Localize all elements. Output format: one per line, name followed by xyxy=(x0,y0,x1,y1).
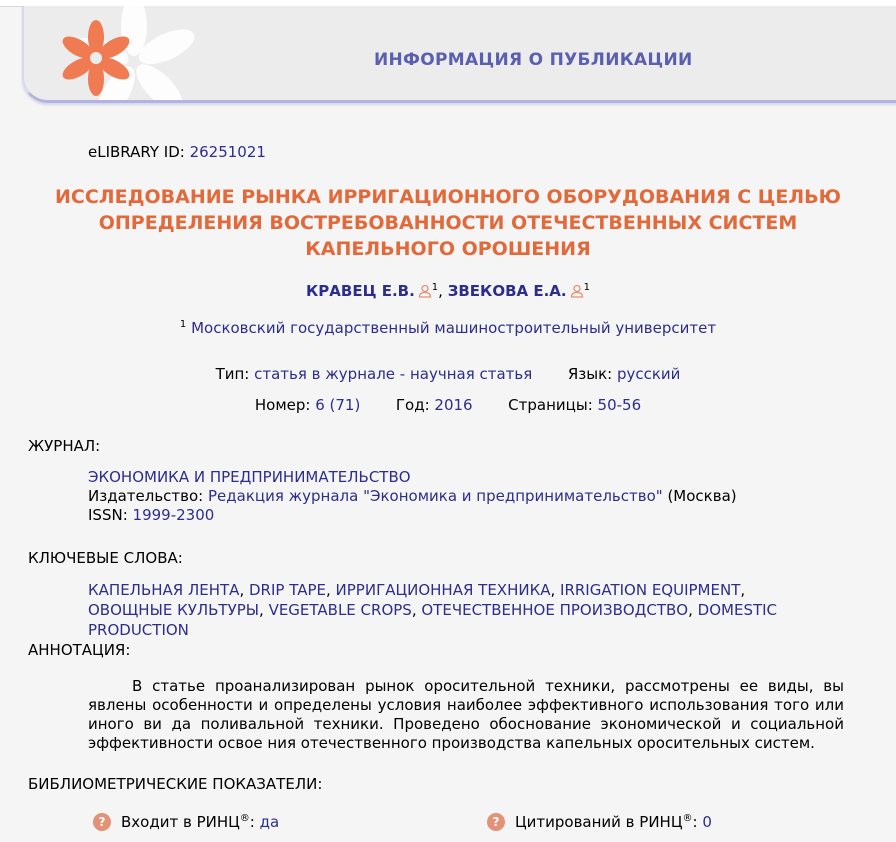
year-value[interactable]: 2016 xyxy=(434,396,473,414)
rinc-row: ? Входит в РИНЦ®: да xyxy=(93,813,279,831)
keyword-link[interactable]: IRRIGATION EQUIPMENT xyxy=(560,581,741,599)
language-value: русский xyxy=(616,365,681,383)
authors-line xyxy=(0,282,896,302)
keyword-link[interactable]: ОТЕЧЕСТВЕННОЕ ПРОИЗВОДСТВО xyxy=(421,601,689,619)
keyword-link[interactable]: ИРРИГАЦИОННАЯ ТЕХНИКА xyxy=(335,581,551,599)
article-title xyxy=(40,184,856,262)
page-header xyxy=(22,6,896,103)
article-title-line: КАПЕЛЬНОГО ОРОШЕНИЯ xyxy=(305,238,591,260)
help-icon[interactable]: ? xyxy=(487,813,505,831)
author-link[interactable]: КРАВЕЦ Е.В. xyxy=(306,282,415,300)
keyword-link[interactable]: DOMESTIC PRODUCTION xyxy=(88,601,778,639)
annotation-text: В статье проанализирован рынок оросительной техники, рассмотрены ее виды, вы явлены особенности и определены условия наиболее эффективного использования того или иного ви да поливальной техники. Проведено обоснование экономической и социальной эффективности освое ния отечественного производства капельных оросительных систем. xyxy=(88,677,844,752)
issn-label: ISSN: xyxy=(88,506,128,524)
author-profile-icon[interactable] xyxy=(570,284,584,302)
rinc-label: Входит в РИНЦ xyxy=(121,813,240,831)
keyword-link[interactable]: VEGETABLE CROPS xyxy=(268,601,412,619)
author-profile-icon[interactable] xyxy=(418,284,432,302)
elibrary-id-value[interactable]: 26251021 xyxy=(189,143,266,161)
author-link[interactable]: ЗВЕКОВА Е.А. xyxy=(447,282,567,300)
issue-year-pages-row xyxy=(0,396,896,414)
language-label: Язык: xyxy=(567,365,613,383)
journal-heading: ЖУРНАЛ: xyxy=(28,437,101,455)
affiliation-number: 1 xyxy=(179,319,187,330)
citations-row: ? Цитирований в РИНЦ®: 0 xyxy=(487,813,712,831)
elibrary-id-label: eLIBRARY ID: xyxy=(88,143,185,161)
type-label: Тип: xyxy=(215,365,250,383)
keywords-heading: КЛЮЧЕВЫЕ СЛОВА: xyxy=(28,549,183,567)
journal-link[interactable]: ЭКОНОМИКА И ПРЕДПРИНИМАТЕЛЬСТВО xyxy=(88,468,411,486)
issue-value[interactable]: 6 (71) xyxy=(315,396,361,414)
publisher-label: Издательство: xyxy=(88,487,204,505)
elibrary-id-row xyxy=(88,143,266,161)
author-affiliation-ref: 1 xyxy=(583,282,590,293)
annotation-heading: АННОТАЦИЯ: xyxy=(28,641,131,659)
bibliometrics-heading: БИБЛИОМЕТРИЧЕСКИЕ ПОКАЗАТЕЛИ: xyxy=(28,775,323,793)
flower-logo-icon xyxy=(24,6,284,103)
registered-mark: ® xyxy=(239,813,250,824)
journal-block xyxy=(88,468,737,525)
keyword-link[interactable]: ОВОЩНЫЕ КУЛЬТУРЫ xyxy=(88,601,260,619)
keyword-link[interactable]: КАПЕЛЬНАЯ ЛЕНТА xyxy=(88,581,240,599)
publisher-link[interactable]: Редакция журнала "Экономика и предпринимательство" xyxy=(208,487,663,505)
publisher-city: (Москва) xyxy=(667,487,737,505)
article-title-line: ОПРЕДЕЛЕНИЯ ВОСТРЕБОВАННОСТИ ОТЕЧЕСТВЕННЫХ СИСТЕМ xyxy=(98,212,798,234)
year-label: Год: xyxy=(395,396,430,414)
type-language-row xyxy=(0,365,896,383)
keyword-link[interactable]: DRIP TAPE xyxy=(248,581,326,599)
keywords-list: КАПЕЛЬНАЯ ЛЕНТА, DRIP TAPE, ИРРИГАЦИОННАЯ ТЕХНИКА, IRRIGATION EQUIPMENT, ОВОЩНЫЕ КУЛЬТУРЫ, VEGETABLE CROPS, ОТЕЧЕСТВЕННОЕ ПРОИЗВОДСТВО, DOMESTIC PRODUCTION xyxy=(88,581,778,639)
rinc-value: да xyxy=(259,813,280,831)
help-icon[interactable]: ? xyxy=(93,813,111,831)
pages-label: Страницы: xyxy=(508,396,593,414)
article-title-line: ИССЛЕДОВАНИЕ РЫНКА ИРРИГАЦИОННОГО ОБОРУДОВАНИЯ С ЦЕЛЬЮ xyxy=(55,186,841,208)
affiliation-link[interactable]: Московский государственный машиностроительный университет xyxy=(191,319,717,337)
pages-value: 50-56 xyxy=(597,396,642,414)
citations-label: Цитирований в РИНЦ xyxy=(515,813,683,831)
header-title: ИНФОРМАЦИЯ О ПУБЛИКАЦИИ xyxy=(374,50,693,70)
issue-label: Номер: xyxy=(254,396,311,414)
issn-value: 1999-2300 xyxy=(132,506,215,524)
registered-mark: ® xyxy=(682,813,693,824)
type-value: статья в журнале - научная статья xyxy=(254,365,533,383)
author-separator: , xyxy=(438,282,448,300)
affiliation-line xyxy=(0,319,896,337)
citations-value: 0 xyxy=(702,813,712,831)
author-affiliation-ref: 1 xyxy=(431,282,439,293)
